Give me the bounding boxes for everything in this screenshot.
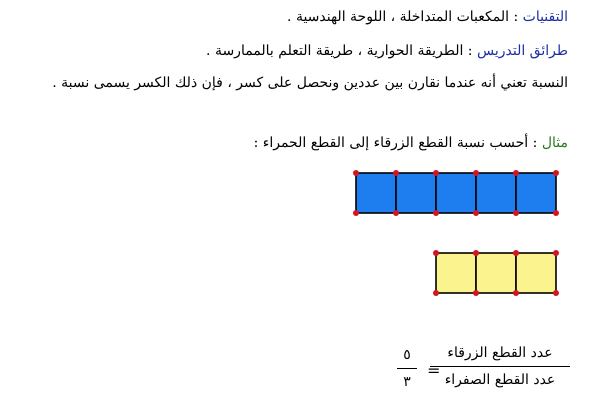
blue-corner-dot bbox=[353, 170, 359, 176]
techniques-label: التقنيات bbox=[522, 9, 568, 25]
words-fraction-bar bbox=[430, 366, 570, 367]
yellow-cube bbox=[436, 253, 476, 293]
blue-corner-dot bbox=[553, 210, 559, 216]
blue-cube bbox=[516, 173, 556, 213]
methods-label: طرائق التدريس bbox=[476, 43, 568, 59]
techniques-text: المكعبات المتداخلة ، اللوحة الهندسية . bbox=[287, 9, 510, 25]
blue-corner-dot bbox=[513, 170, 519, 176]
example-label: مثال bbox=[541, 135, 568, 151]
words-denominator: عدد القطع الصفراء bbox=[444, 372, 556, 388]
blue-corner-dot bbox=[433, 210, 439, 216]
blue-corner-dot bbox=[393, 170, 399, 176]
blue-cube bbox=[356, 173, 396, 213]
blue-corner-dot bbox=[433, 170, 439, 176]
blue-corner-dot bbox=[473, 210, 479, 216]
blue-cube bbox=[436, 173, 476, 213]
digits-fraction-bar bbox=[397, 368, 417, 369]
blue-cube bbox=[396, 173, 436, 213]
blue-corner-dot bbox=[553, 170, 559, 176]
words-fraction bbox=[430, 344, 570, 389]
yellow-corner-dot bbox=[473, 250, 479, 256]
example-text: أحسب نسبة القطع الزرقاء إلى القطع الحمراء : bbox=[253, 135, 529, 151]
techniques-sep: : bbox=[509, 9, 523, 25]
blue-corner-dot bbox=[393, 210, 399, 216]
methods-text: الطريقة الحوارية ، طريقة التعلم بالممارسة . bbox=[206, 43, 464, 59]
blue-corner-dot bbox=[353, 210, 359, 216]
blue-corner-dot bbox=[513, 210, 519, 216]
blue-corner-dot bbox=[473, 170, 479, 176]
yellow-cube bbox=[516, 253, 556, 293]
equals-sign: = bbox=[427, 361, 441, 380]
yellow-corner-dot bbox=[553, 250, 559, 256]
digits-denominator: ٣ bbox=[403, 374, 411, 390]
yellow-cube bbox=[476, 253, 516, 293]
yellow-corner-dot bbox=[553, 290, 559, 296]
methods-sep: : bbox=[463, 43, 477, 59]
definition-line: النسبة تعني أنه عندما نقارن بين عددين ونحصل على كسر ، فإن ذلك الكسر يسمى نسبة . bbox=[52, 75, 568, 91]
yellow-corner-dot bbox=[513, 250, 519, 256]
words-numerator: عدد القطع الزرقاء bbox=[447, 345, 553, 361]
yellow-corner-dot bbox=[433, 250, 439, 256]
digits-fraction bbox=[397, 346, 417, 391]
yellow-cubes-row bbox=[433, 250, 559, 296]
digits-numerator: ٥ bbox=[403, 347, 411, 363]
blue-cube bbox=[476, 173, 516, 213]
yellow-corner-dot bbox=[433, 290, 439, 296]
yellow-corner-dot bbox=[513, 290, 519, 296]
example-sep: : bbox=[528, 135, 542, 151]
yellow-corner-dot bbox=[473, 290, 479, 296]
blue-cubes-row bbox=[353, 170, 559, 216]
